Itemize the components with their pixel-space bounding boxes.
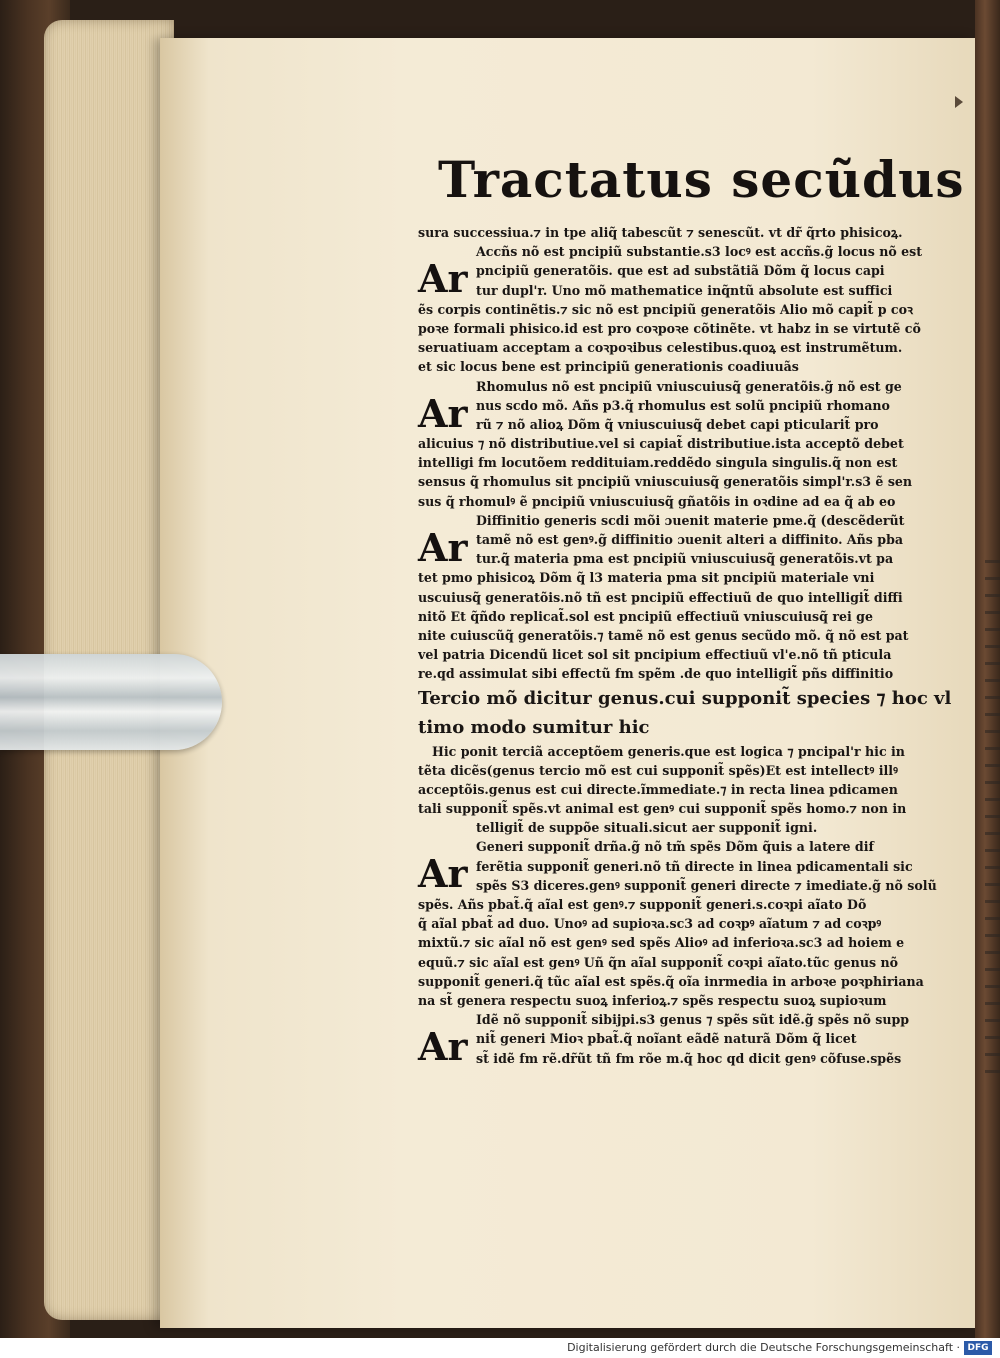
text-line: nite cuiuscũq̃ generatõis.⁊ tamẽ nõ est genus secũdo mõ. q̃ nõ est pat — [418, 627, 909, 643]
text-line: Hic ponit terciã acceptõem generis.que est logica ⁊ pncipal'r hic in — [432, 743, 905, 759]
section-heading: timo modo sumitur hic — [418, 716, 650, 738]
initial-ar: Ar — [418, 851, 468, 897]
text-line: et sic locus bene est principiũ generationis coadiuuãs — [418, 359, 799, 375]
text-line: Idẽ nõ supponit̃ sibijpi.s3 genus ⁊ spẽs sũt idẽ.g̃ spẽs nõ supp — [476, 1012, 910, 1028]
text-line: uscuiusq̃ generatõis.nõ tñ est pncipiũ effectiuũ de quo intelligit̃ diffi — [418, 589, 903, 605]
text-line: tali supponit̃ spẽs.vt animal est genꝰ cui supponit̃ spẽs homo.⁊ non in — [418, 801, 907, 817]
text-line: nitõ Et q̃ñdo replicat̃.sol est pncipiũ effectiuũ vniuscuiusq̃ rei ge — [418, 608, 873, 624]
text-line: nit̃ generi Mioꝛ pbat̃.q̃ noĩant eãdẽ naturã Dõm q̃ licet — [476, 1031, 857, 1047]
text-line: ẽs corpis continẽtis.⁊ sic nõ est pncipiũ generatõis Alio mõ capit̃ p coꝛ — [418, 301, 913, 317]
text-line: Rhomulus nõ est pncipiũ vniuscuiusq̃ generatõis.g̃ nõ est ge — [476, 378, 902, 394]
text-line: mixtũ.⁊ sic aĩal nõ est genꝰ sed spẽs Alioꝰ ad inferioꝛa.sc3 ad hoiem e — [418, 935, 905, 951]
text-line: spẽs. Añs pbat̃.q̃ aĩal est genꝰ.⁊ supponit̃ generi.s.coꝛpi aĩato Dõ — [418, 897, 867, 912]
argument-block-1 — [418, 242, 958, 376]
initial-ar: Ar — [418, 1024, 468, 1070]
bookmark-strip — [0, 654, 222, 750]
initial-ar: Ar — [418, 390, 468, 436]
text-line: vel patria Dicendũ licet sol sit pncipium effectiuũ vl'e.nõ tñ pticula — [418, 647, 892, 663]
text-line: pncipiũ generatõis. que est ad substãtiã Dõm q̃ locus capi — [476, 263, 885, 279]
text-line: tur.q̃ materia pma est pncipiũ vniuscuiusq̃ generatõis.vt pa — [476, 551, 894, 567]
text-line: q̃ aĩal pbat̃ ad duo. Unoꝰ ad supioꝛa.sc3 ad coꝛpꝰ aĩatum ⁊ ad coꝛpꝰ — [418, 916, 882, 932]
page-corner-mark — [955, 96, 963, 108]
text-line: sura successiua.⁊ in tpe aliq̃ tabescũt ⁊ senescũt. vt dr̃ q̃rto phisicoꝝ. — [418, 225, 903, 240]
text-line: seruatiuam acceptam a coꝛpoꝛibus celestibus.quoꝝ est instrumẽtum. — [418, 340, 903, 356]
text-line: poꝛe formali phisico.id est pro coꝛpoꝛe cõtinẽte. vt habz in se virtutẽ cõ — [418, 320, 921, 336]
text-line: tamẽ nõ est genꝰ.g̃ diffinitio ɔuenit alteri a diffinito. Añs pba — [476, 532, 904, 547]
text-line: tur dupl'r. Uno mõ mathematice inq̃ntũ absolute est suffici — [476, 282, 893, 298]
footer-bar — [0, 1338, 1000, 1358]
text-line: Diffinitio generis scdi mõi ɔuenit materie pme.q̃ (descẽderũt — [476, 512, 905, 528]
argument-block-3 — [418, 511, 958, 684]
text-line: sus q̃ rhomulꝰ ẽ pncipiũ vniuscuiusq̃ gñatõis in oꝛdine ad ea q̃ ab eo — [418, 493, 896, 509]
text-line: intelligi fm locutõem reddituiam.reddẽdo singula singulis.q̃ non est — [418, 455, 898, 471]
text-line: st̃ idẽ fm rẽ.dr̃ũt tñ fm rõe m.q̃ hoc qd dicit genꝰ cõfuse.spẽs — [476, 1050, 902, 1066]
argument-block-6 — [418, 1010, 958, 1068]
text-line: telligit̃ de suppõe situali.sicut aer supponit̃ igni. — [476, 820, 818, 836]
text-line: nus scdo mõ. Añs p3.q̃ rhomulus est solũ pncipiũ rhomano — [476, 397, 890, 413]
text-line: na st̃ genera respectu suoꝝ inferioꝝ.⁊ spẽs respectu suoꝝ supioꝛum — [418, 992, 887, 1008]
text-line: rũ ⁊ nõ alioꝝ Dõm q̃ vniuscuiusq̃ debet capi pticularit̃ pro — [476, 416, 879, 432]
argument-block-5 — [418, 837, 958, 1010]
dfg-logo: DFG — [964, 1341, 992, 1355]
text-line: Generi supponit̃ drña.g̃ nõ tm̃ spẽs Dõm q̃uis a latere dif — [476, 839, 874, 855]
text-line: acceptõis.genus est cui directe.ĩmmediate.⁊ in recta linea pdicamen — [418, 781, 898, 797]
text-line: alicuius ⁊ nõ distributiue.vel si capiat̃ distributiue.ista acceptõ debet — [418, 436, 904, 452]
argument-block-2 — [418, 377, 958, 511]
text-line: spẽs S3 diceres.genꝰ supponit̃ generi directe ⁊ imediate.g̃ nõ solũ — [476, 877, 937, 893]
text-line: tet pmo phisicoꝝ Dõm q̃ l3 materia pma sit pncipiũ materiale vni — [418, 570, 875, 586]
page-title: Tractatus secũdus — [438, 150, 965, 209]
initial-ar: Ar — [418, 256, 468, 302]
facing-page-text-edge — [985, 560, 1000, 1080]
text-line: Accñs nõ est pncipiũ substantie.s3 locꝰ est accñs.g̃ locus nõ est — [476, 244, 923, 260]
funding-credit: Digitalisierung gefördert durch die Deutsche Forschungsgemeinschaft · — [567, 1341, 960, 1354]
main-text-block — [418, 223, 958, 1068]
text-line: re.qd assimulat sibi effectũ fm spẽm .de quo intelligit̃ pñs diffinitio — [418, 666, 894, 682]
text-line: tẽta dicẽs(genus tercio mõ est cui supponit̃ spẽs)Et est intellectꝰ illꝰ — [418, 762, 898, 778]
initial-ar: Ar — [418, 524, 468, 570]
section-heading: Tercio mõ dicitur genus.cui supponit̃ species ⁊ hoc vl — [418, 687, 952, 709]
text-line: supponit̃ generi.q̃ tũc aĩal est spẽs.q̃ oĩa inrmedia in arboꝛe poꝛphiriana — [418, 973, 924, 989]
text-line: ferẽtia supponit̃ generi.nõ tñ directe in linea pdicamentali sic — [476, 858, 913, 874]
text-line: equũ.⁊ sic aĩal est genꝰ Uñ q̃n aĩal supponit̃ coꝛpi aĩato.tũc genus nõ — [418, 954, 899, 970]
text-line: sensus q̃ rhomulus sit pncipiũ vniuscuiusq̃ generatõis simpl'r.s3 ẽ sen — [418, 474, 913, 490]
